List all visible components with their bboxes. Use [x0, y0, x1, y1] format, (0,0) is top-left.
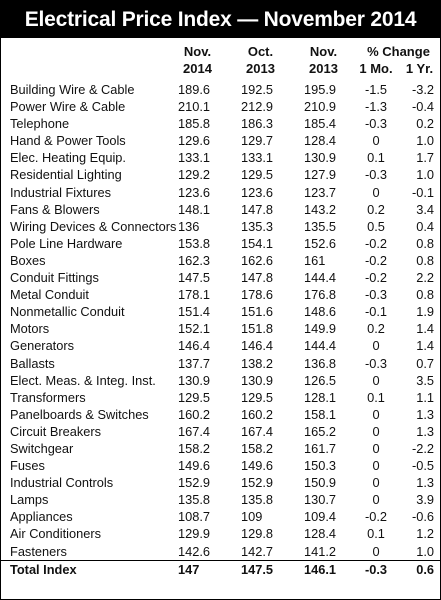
table-row	[1, 457, 441, 474]
value-nov-2013: 149.9	[304, 321, 337, 337]
value-oct-2013: 151.6	[241, 304, 274, 320]
table-row	[1, 423, 441, 440]
value-oct-2013: 138.2	[241, 355, 274, 371]
change-1-year: 0.8	[416, 252, 434, 268]
header-row-bottom	[1, 60, 441, 81]
category-name: Power Wire & Cable	[10, 99, 126, 115]
table-row	[1, 98, 441, 115]
value-oct-2013: 162.6	[241, 252, 274, 268]
table-row	[1, 218, 441, 235]
change-1-year: -0.6	[411, 509, 434, 525]
change-1-year: 0.6	[397, 560, 441, 578]
change-1-month: -0.3	[364, 116, 388, 132]
header-change-mo: 1 Mo.	[359, 61, 393, 76]
value-nov-2013: 136.8	[304, 355, 337, 371]
change-1-year: 1.4	[416, 338, 434, 354]
value-oct-2013: 154.1	[241, 235, 274, 251]
header-blank-2	[1, 60, 166, 81]
change-1-month: -0.3	[364, 355, 388, 371]
category-name: Fans & Blowers	[10, 201, 100, 217]
change-1-year: 1.9	[416, 304, 434, 320]
change-1-year: 0.7	[416, 355, 434, 371]
change-1-month: 0	[372, 372, 380, 388]
change-1-year: 0.2	[416, 116, 434, 132]
value-nov-2014: 152.1	[178, 321, 211, 337]
change-1-year: 1.4	[416, 321, 434, 337]
change-1-month: 0.2	[367, 321, 385, 337]
category-name: Elec. Heating Equip.	[10, 150, 126, 166]
category-name: Building Wire & Cable	[10, 82, 135, 97]
change-1-month: -0.2	[364, 509, 388, 525]
value-oct-2013: 178.6	[241, 287, 274, 303]
category-name: Wiring Devices & Connectors	[10, 218, 177, 234]
value-oct-2013: 129.8	[241, 526, 274, 542]
category-name: Panelboards & Switches	[10, 406, 149, 422]
value-nov-2013: 109.4	[304, 509, 337, 525]
change-1-year: -0.5	[411, 458, 434, 474]
change-1-month: 0	[372, 543, 380, 559]
value-oct-2013: 167.4	[241, 423, 274, 439]
category-name: Transformers	[10, 389, 86, 405]
value-nov-2014: 136	[178, 218, 200, 234]
value-nov-2014: 210.1	[178, 99, 211, 115]
table-row	[1, 543, 441, 561]
value-nov-2013: 210.9	[304, 99, 337, 115]
change-1-year: 3.5	[416, 372, 434, 388]
value-nov-2014: 129.6	[178, 133, 211, 149]
table-row	[1, 303, 441, 320]
value-nov-2013: 161	[304, 252, 326, 268]
change-1-month: -1.3	[364, 99, 388, 115]
header-col3-line1: Nov.	[309, 44, 338, 59]
table-row	[1, 406, 441, 423]
change-1-month: -1.5	[364, 82, 388, 97]
table-row	[1, 508, 441, 525]
change-1-year: -0.4	[411, 99, 434, 115]
change-1-month: 0	[372, 184, 380, 200]
category-name: Industrial Controls	[10, 475, 114, 491]
table-row	[1, 286, 441, 303]
change-1-month: -0.2	[364, 235, 388, 251]
header-col3-line2: 2013	[309, 61, 338, 76]
value-nov-2013: 148.6	[304, 304, 337, 320]
value-nov-2013: 150.9	[304, 475, 337, 491]
category-name: Air Conditioners	[10, 526, 102, 542]
table-row	[1, 252, 441, 269]
value-nov-2013: 128.4	[304, 133, 337, 149]
value-nov-2013: 185.4	[304, 116, 337, 132]
value-nov-2013: 152.6	[304, 235, 337, 251]
change-1-year: 1.0	[416, 167, 434, 183]
value-nov-2014: 137.7	[178, 355, 211, 371]
value-nov-2014: 147	[166, 560, 229, 578]
value-nov-2014: 149.6	[178, 458, 211, 474]
change-1-month: -0.2	[364, 252, 388, 268]
value-nov-2014: 130.9	[178, 372, 211, 388]
table-row	[1, 81, 441, 98]
header-col1-line2: 2014	[183, 61, 212, 76]
category-name: Ballasts	[10, 355, 55, 371]
change-1-month: -0.2	[364, 270, 388, 286]
change-1-year: 1.1	[416, 389, 434, 405]
header-col1-line1: Nov.	[183, 44, 212, 59]
total-row	[1, 560, 441, 578]
table-row	[1, 337, 441, 354]
value-nov-2014: 185.8	[178, 116, 211, 132]
value-oct-2013: 152.9	[241, 475, 274, 491]
value-nov-2014: 123.6	[178, 184, 211, 200]
value-nov-2013: 150.3	[304, 458, 337, 474]
value-nov-2013: 195.9	[304, 82, 337, 97]
value-oct-2013: 160.2	[241, 406, 274, 422]
value-nov-2014: 148.1	[178, 201, 211, 217]
value-nov-2014: 151.4	[178, 304, 211, 320]
table-row	[1, 525, 441, 542]
table-row	[1, 132, 441, 149]
category-name: Nonmetallic Conduit	[10, 304, 125, 320]
category-name: Motors	[10, 321, 50, 337]
change-1-year: -0.1	[411, 184, 434, 200]
category-name: Lamps	[10, 492, 49, 508]
change-1-month: -0.3	[364, 287, 388, 303]
value-nov-2014: 129.2	[178, 167, 211, 183]
value-nov-2014: 129.9	[178, 526, 211, 542]
value-oct-2013: 186.3	[241, 116, 274, 132]
value-nov-2013: 158.1	[304, 406, 337, 422]
value-nov-2013: 130.7	[304, 492, 337, 508]
value-oct-2013: 135.3	[241, 218, 274, 234]
change-1-year: 1.3	[416, 423, 434, 439]
value-nov-2014: 178.1	[178, 287, 211, 303]
value-oct-2013: 133.1	[241, 150, 274, 166]
value-oct-2013: 129.5	[241, 389, 274, 405]
header-row-top	[1, 38, 441, 60]
value-nov-2014: 129.5	[178, 389, 211, 405]
value-nov-2013: 123.7	[304, 184, 337, 200]
table-title: Electrical Price Index — November 2014	[1, 1, 440, 38]
value-nov-2013: 130.9	[304, 150, 337, 166]
change-1-year: -2.2	[411, 440, 434, 456]
value-nov-2013: 161.7	[304, 440, 337, 456]
change-1-year: 0.4	[416, 218, 434, 234]
header-col2-line2: 2013	[246, 61, 275, 76]
value-nov-2014: 167.4	[178, 423, 211, 439]
change-1-month: -0.3	[355, 560, 397, 578]
value-nov-2013: 165.2	[304, 423, 337, 439]
value-nov-2013: 128.1	[304, 389, 337, 405]
value-nov-2013: 128.4	[304, 526, 337, 542]
value-oct-2013: 212.9	[241, 99, 274, 115]
change-1-month: 0.2	[367, 201, 385, 217]
change-1-month: -0.1	[364, 304, 388, 320]
value-nov-2014: 135.8	[178, 492, 211, 508]
change-1-month: -0.3	[364, 167, 388, 183]
value-nov-2013: 126.5	[304, 372, 337, 388]
value-nov-2014: 142.6	[178, 543, 211, 559]
value-nov-2014: 189.6	[178, 82, 211, 97]
value-nov-2013: 143.2	[304, 201, 337, 217]
change-1-year: 0.8	[416, 287, 434, 303]
value-oct-2013: 146.4	[241, 338, 274, 354]
value-nov-2013: 135.5	[304, 218, 337, 234]
table-row	[1, 389, 441, 406]
category-name: Fuses	[10, 458, 45, 474]
table-body	[1, 81, 441, 578]
value-nov-2014: 133.1	[178, 150, 211, 166]
value-nov-2014: 158.2	[178, 440, 211, 456]
category-name: Circuit Breakers	[10, 423, 102, 439]
value-nov-2014: 146.4	[178, 338, 211, 354]
category-name: Fasteners	[10, 543, 67, 559]
category-name: Boxes	[10, 252, 46, 268]
value-nov-2013: 146.1	[292, 560, 355, 578]
category-name: Generators	[10, 338, 75, 354]
category-name: Appliances	[10, 509, 73, 525]
value-nov-2014: 147.5	[178, 270, 211, 286]
table-row	[1, 474, 441, 491]
header-change-yr: 1 Yr.	[405, 61, 434, 76]
change-1-month: 0	[372, 338, 380, 354]
value-oct-2013: 147.8	[241, 270, 274, 286]
value-nov-2013: 144.4	[304, 338, 337, 354]
table-row	[1, 269, 441, 286]
table-row	[1, 491, 441, 508]
table-row	[1, 440, 441, 457]
change-1-year: 3.9	[416, 492, 434, 508]
change-1-month: 0	[372, 133, 380, 149]
table-row	[1, 235, 441, 252]
value-nov-2013: 144.4	[304, 270, 337, 286]
change-1-year: 2.2	[416, 270, 434, 286]
value-oct-2013: 192.5	[241, 82, 274, 97]
category-name: Switchgear	[10, 440, 74, 456]
value-nov-2014: 153.8	[178, 235, 211, 251]
change-1-year: 1.7	[416, 150, 434, 166]
change-1-month: 0	[372, 423, 380, 439]
value-oct-2013: 147.5	[229, 560, 292, 578]
change-1-month: 0	[372, 475, 380, 491]
value-nov-2014: 152.9	[178, 475, 211, 491]
change-1-year: 1.0	[416, 543, 434, 559]
change-1-year: 1.3	[416, 406, 434, 422]
value-nov-2014: 160.2	[178, 406, 211, 422]
table-row	[1, 355, 441, 372]
header-blank	[1, 38, 166, 60]
category-name: Industrial Fixtures	[10, 184, 111, 200]
category-name: Elect. Meas. & Integ. Inst.	[10, 372, 156, 388]
value-oct-2013: 151.8	[241, 321, 274, 337]
value-nov-2014: 108.7	[178, 509, 211, 525]
value-oct-2013: 142.7	[241, 543, 274, 559]
value-nov-2013: 176.8	[304, 287, 337, 303]
change-1-month: 0	[372, 492, 380, 508]
header-col2-line1: Oct.	[247, 44, 274, 59]
change-1-month: 0	[372, 440, 380, 456]
price-index-table	[1, 38, 441, 578]
category-name: Residential Lighting	[10, 167, 122, 183]
value-oct-2013: 129.5	[241, 167, 274, 183]
table-row	[1, 166, 441, 183]
value-nov-2014: 162.3	[178, 252, 211, 268]
value-oct-2013: 149.6	[241, 458, 274, 474]
table-row	[1, 149, 441, 166]
value-nov-2013: 127.9	[304, 167, 337, 183]
change-1-year: 3.4	[416, 201, 434, 217]
value-nov-2013: 141.2	[304, 543, 337, 559]
category-name: Pole Line Hardware	[10, 235, 123, 251]
category-name: Metal Conduit	[10, 287, 89, 303]
value-oct-2013: 129.7	[241, 133, 274, 149]
change-1-month: 0	[372, 406, 380, 422]
table-row	[1, 115, 441, 132]
table-row	[1, 372, 441, 389]
category-name: Total Index	[1, 560, 166, 578]
change-1-year: 1.0	[416, 133, 434, 149]
value-oct-2013: 130.9	[241, 372, 274, 388]
change-1-month: 0.1	[367, 526, 385, 542]
change-1-month: 0.5	[367, 218, 385, 234]
change-1-year: 1.2	[416, 526, 434, 542]
change-1-year: 0.8	[416, 235, 434, 251]
table-row	[1, 184, 441, 201]
change-1-month: 0.1	[367, 389, 385, 405]
header-change: % Change	[367, 44, 430, 59]
category-name: Telephone	[10, 116, 70, 132]
value-oct-2013: 109	[241, 509, 263, 525]
value-oct-2013: 147.8	[241, 201, 274, 217]
change-1-year: 1.3	[416, 475, 434, 491]
change-1-year: -3.2	[411, 82, 434, 97]
value-oct-2013: 158.2	[241, 440, 274, 456]
value-oct-2013: 135.8	[241, 492, 274, 508]
table-row	[1, 320, 441, 337]
category-name: Conduit Fittings	[10, 270, 99, 286]
change-1-month: 0	[372, 458, 380, 474]
change-1-month: 0.1	[367, 150, 385, 166]
category-name: Hand & Power Tools	[10, 133, 126, 149]
value-oct-2013: 123.6	[241, 184, 274, 200]
table-row	[1, 201, 441, 218]
